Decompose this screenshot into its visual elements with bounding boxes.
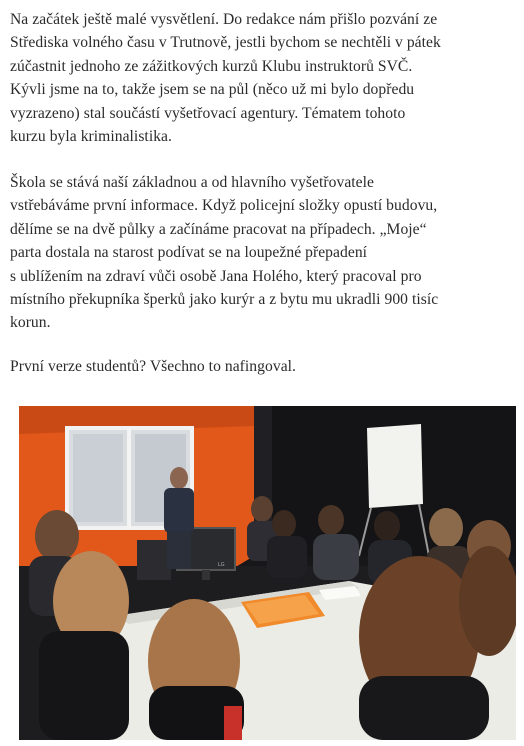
paragraph-line: místního překupníka šperků jako kurýr a z bytu mu ukradli 900 tisíc (10, 291, 439, 309)
paragraph-line: První verze studentů? Všechno to nafingoval. (10, 358, 296, 375)
monitor-brand-label: LG (218, 562, 225, 568)
paragraph-line: s ublížením na zdraví vůči osobě Jana Holého, který pracoval pro (10, 267, 422, 285)
paragraph-line: vyzrazeno) stal součástí vyšetřovací agentury. Tématem tohoto (10, 104, 406, 122)
paragraph-line: korun. (10, 314, 51, 332)
instructor (164, 488, 194, 533)
article-paragraph-3 (10, 355, 520, 378)
flipchart (367, 424, 423, 508)
classroom-photo-illustration (19, 406, 516, 740)
paragraph-line: parta dostala na starost podívat se na loupežné přepadení (10, 244, 368, 262)
article-photo (19, 406, 516, 740)
article-paragraph-1 (10, 8, 520, 148)
paragraph-line: Škola se stává naší základnou a od hlavního vyšetřovatele (10, 174, 375, 191)
paragraph-line: vstřebáváme první informace. Když policejní složky opustí budovu, (10, 197, 438, 215)
paragraph-line: dělíme se na dvě půlky a začínáme pracovat na případech. „Moje“ (10, 220, 427, 238)
paragraph-line: Kývli jsme na to, takže jsem se na půl (něco už mi bylo dopředu (10, 81, 415, 99)
paragraph-line: zúčastnit jednoho ze zážitkových kurzů Klubu instruktorů SVČ. (10, 57, 413, 75)
article-paragraph-2 (10, 171, 520, 335)
paragraph-line: Na začátek ještě malé vysvětlení. Do redakce nám přišlo pozvání ze (10, 11, 438, 28)
paragraph-line: kurzu byla kriminalistika. (10, 128, 172, 146)
paragraph-line: Střediska volného času v Trutnově, jestli bychom se nechtěli v pátek (10, 34, 441, 52)
